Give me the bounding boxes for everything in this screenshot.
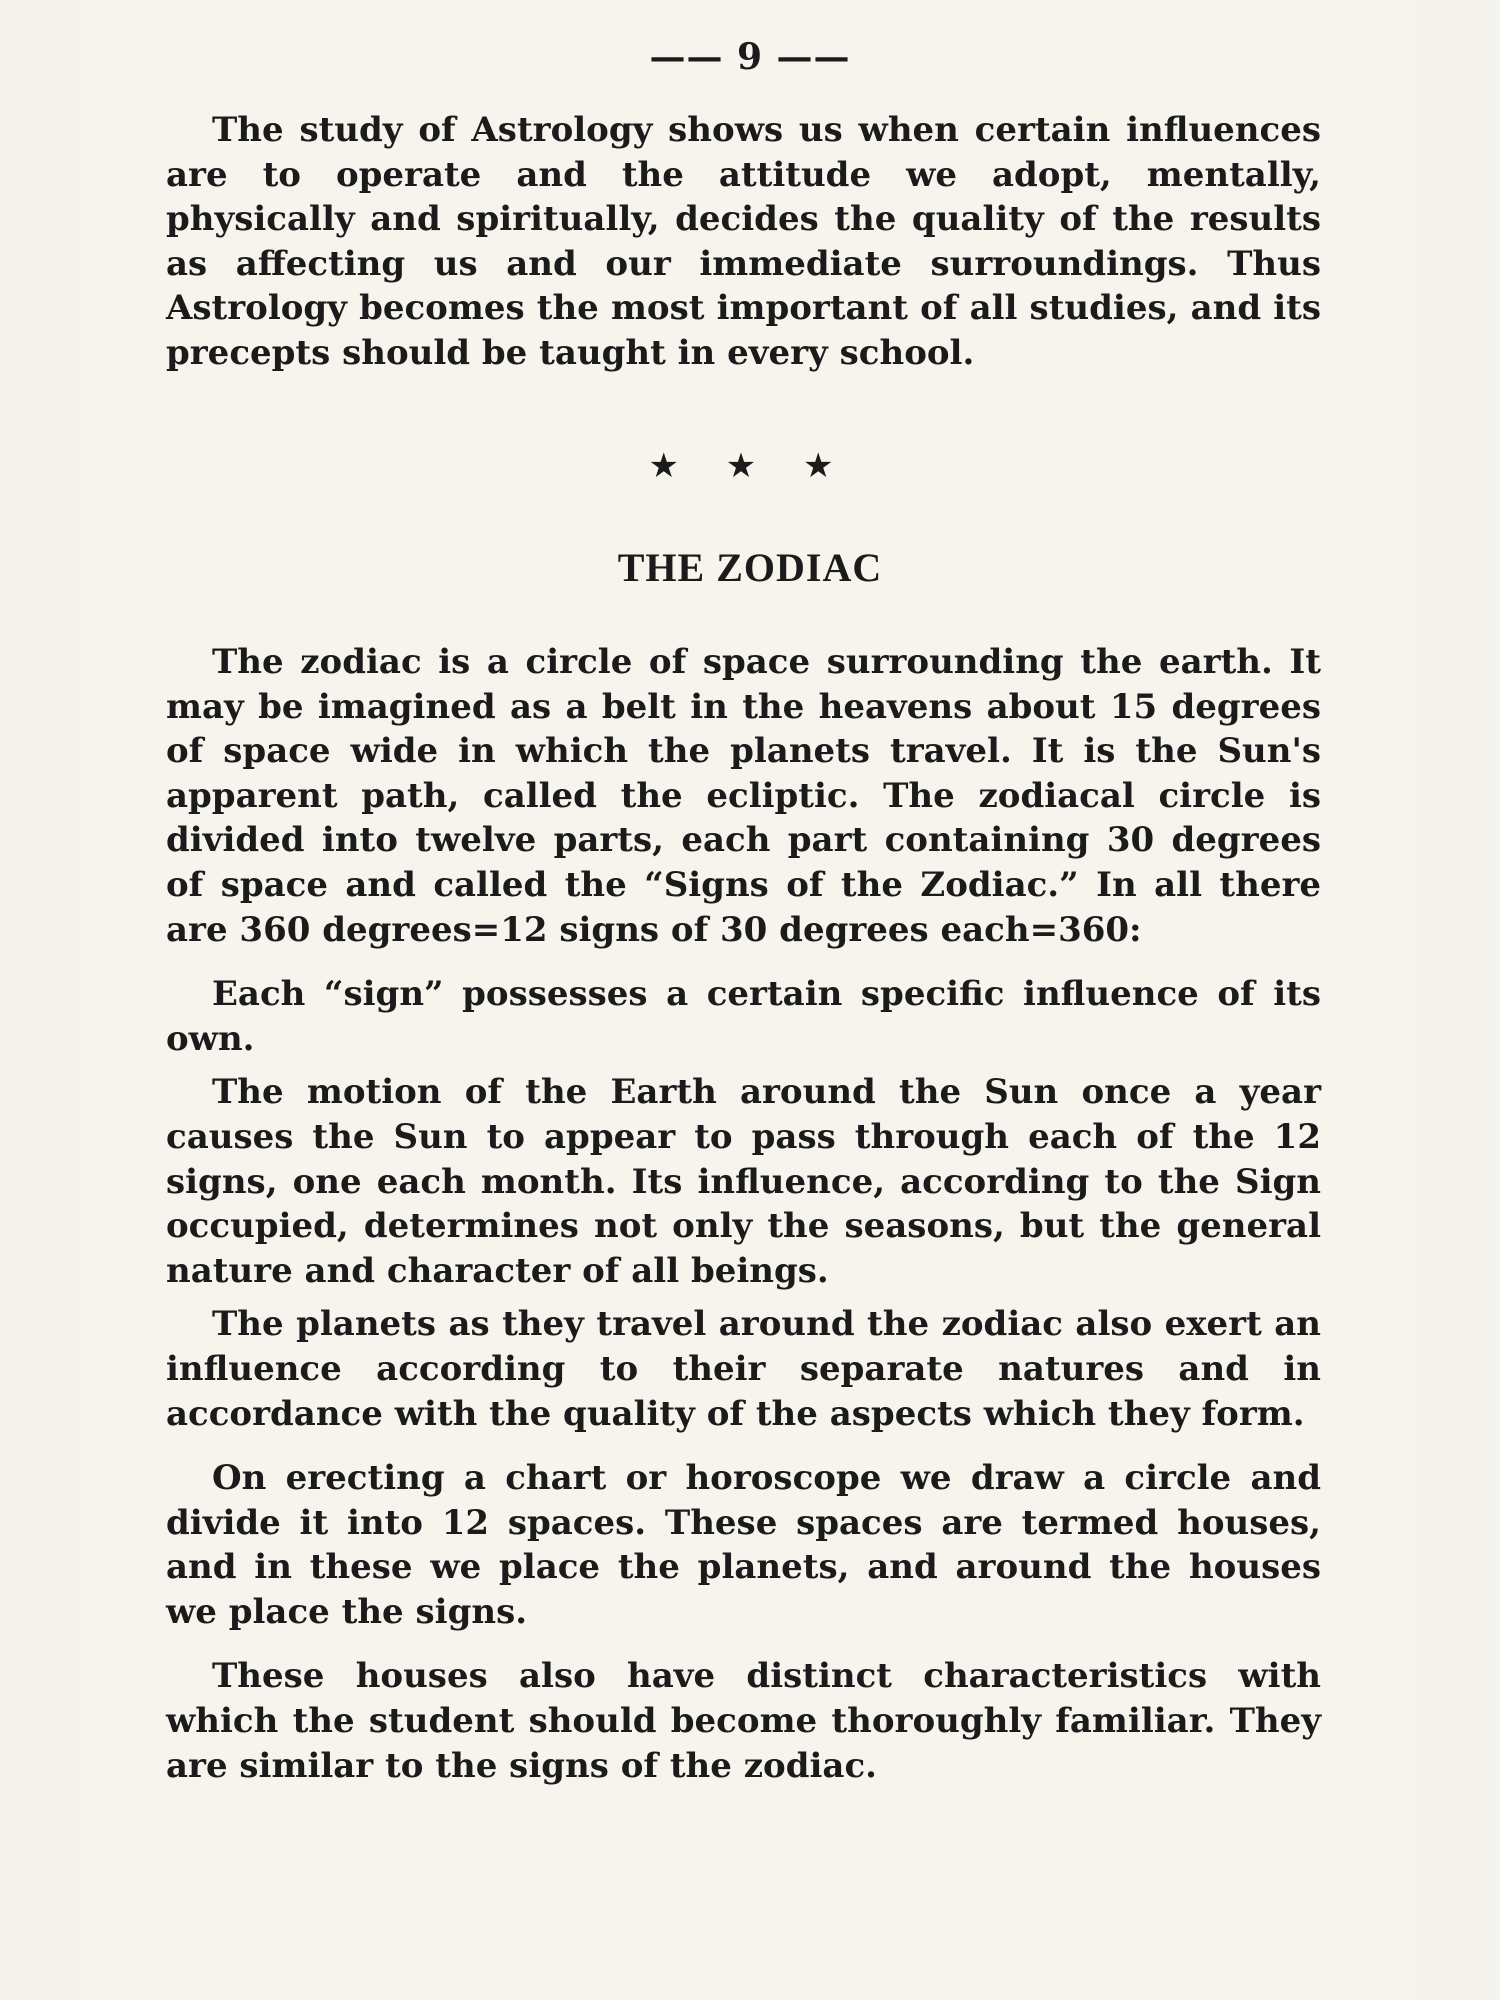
text-run: of the zodiac. bbox=[608, 1745, 877, 1786]
term-aspects: aspects bbox=[829, 1393, 972, 1434]
text-run: also have distinct characteristics with which the student should become thoroughly familiar. They are similar to the bbox=[166, 1656, 1321, 1786]
zodiac-text bbox=[166, 640, 1321, 1788]
paragraph-earth-motion: The motion of the Earth around the Sun once a year causes the Sun to appear to pass through each of the 12 signs, one each month. Its influence, according to the Sign occupied, determines not only the seasons, but the general nature and character of all beings. bbox=[166, 1072, 1321, 1291]
book-page bbox=[82, 0, 1418, 2000]
intro-text bbox=[166, 108, 1321, 376]
text-run: as they travel around the zodiac also exert an influence according to their separate natures and in accordance with the quality of the bbox=[166, 1304, 1321, 1434]
paragraph-houses bbox=[166, 1654, 1321, 1788]
text-run: , and around the houses we place the bbox=[166, 1547, 1321, 1632]
paragraph-zodiac-definition: The zodiac is a circle of space surrounding the earth. It may be imagined as a belt in the heavens about 15 degrees of space wide in which the planets travel. It is the Sun's apparent path, called the ecliptic. The zodiacal circle is divided into twelve parts, each part containing 30 degrees of space and called the “Signs of the Zodiac.” In all there are 360 degrees=12 signs of 30 degrees each=360: bbox=[166, 642, 1321, 950]
text-run: The bbox=[212, 1304, 297, 1345]
star-divider: ★ ★ ★ bbox=[648, 446, 852, 486]
text-run: On erecting a chart or horoscope we draw a circle and divide it into 12 spaces. These spaces are termed bbox=[166, 1458, 1321, 1543]
page-number: —— 9 —— bbox=[649, 36, 851, 78]
term-planets: planets bbox=[296, 1304, 437, 1345]
intro-paragraph: The study of Astrology shows us when certain influences are to operate and the attitude we adopt, mentally, physically and spiritually, decides the quality of the results as affecting us and our immediate surroundings. Thus Astrology becomes the most important of all studies, and its precepts should be taught in every school. bbox=[166, 110, 1321, 373]
text-run: . bbox=[515, 1591, 528, 1632]
term-planets: planets bbox=[697, 1547, 838, 1588]
text-run: which they form. bbox=[971, 1393, 1305, 1434]
text-run: , and in these we place the bbox=[166, 1502, 1321, 1588]
term-houses: houses bbox=[1177, 1502, 1310, 1543]
text-run: These bbox=[212, 1656, 356, 1697]
term-signs: signs bbox=[509, 1745, 609, 1786]
term-houses: houses bbox=[355, 1656, 488, 1697]
paragraph-sign-influence: Each “sign” possesses a certain specific influence of its own. bbox=[166, 974, 1321, 1059]
paragraph-chart bbox=[166, 1456, 1321, 1634]
section-title: THE ZODIAC bbox=[617, 545, 883, 590]
paragraph-planets bbox=[166, 1302, 1321, 1436]
term-signs: signs bbox=[415, 1591, 516, 1632]
